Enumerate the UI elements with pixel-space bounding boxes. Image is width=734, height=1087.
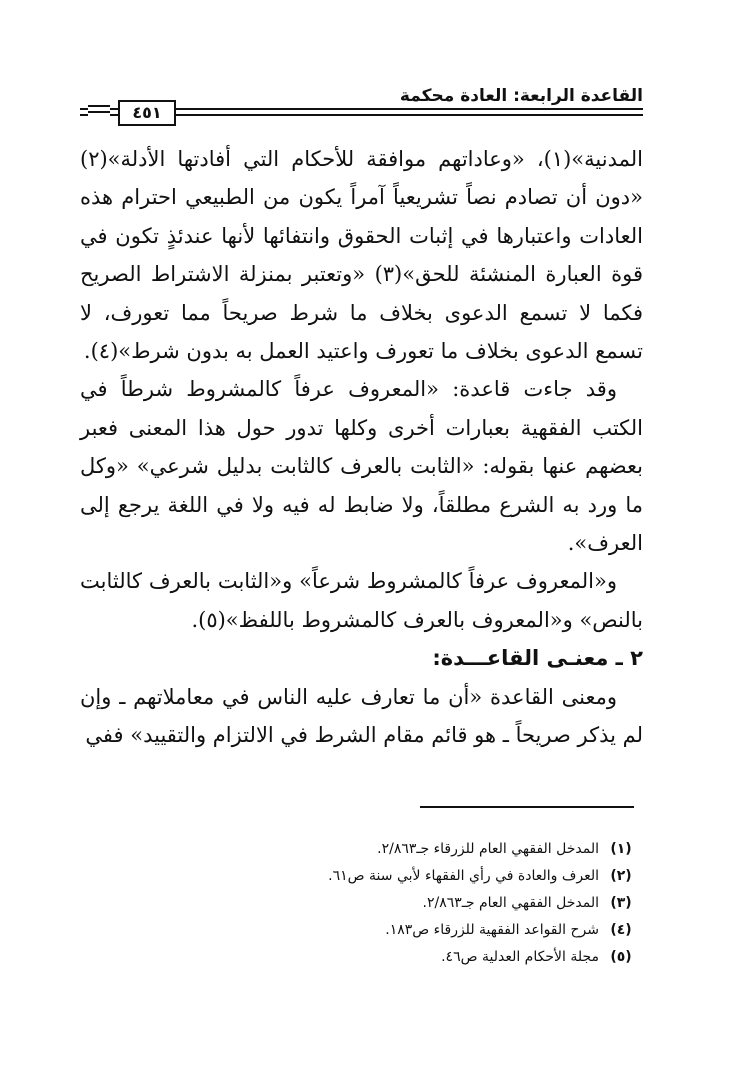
footnote [80, 944, 643, 971]
footnotes [80, 836, 643, 971]
footnote [80, 836, 643, 863]
page-header [80, 86, 643, 126]
footnote-text: المدخل الفقهي العام للزرقاء جـ٢/٨٦٣. [377, 841, 599, 857]
running-title: القاعدة الرابعة: العادة محكمة [399, 86, 643, 106]
footnote-text: مجلة الأحكام العدلية ص٤٦. [441, 949, 599, 965]
page-number: ٤٥١ [118, 100, 176, 126]
footnote-number: (٣) [610, 895, 632, 911]
footnote-number: (١) [610, 841, 632, 857]
footnote-number: (٤) [610, 922, 632, 938]
footnote-number: (٢) [610, 868, 632, 884]
footnote [80, 890, 643, 917]
footnote-text: شرح القواعد الفقهية للزرقاء ص١٨٣. [385, 922, 599, 938]
paragraph: ومعنى القاعدة «أن ما تعارف عليه الناس في معاملاتهم ـ وإن لم يذكر صريحاً ـ هو قائم مقام الشرط في الالتزام والتقييد» ففي [80, 684, 643, 748]
header-ornament [88, 102, 110, 116]
footnote [80, 863, 643, 890]
paragraph: المدنية»(١)، «وعاداتهم موافقة للأحكام التي أفادتها الأدلة»(٢) «دون أن تصادم نصاً تشريعياً آمراً يكون من الطبيعي احترام هذه العادات واعتبارها في إثبات الحقوق وانتفائها لأنها عندئذٍ تكون في قوة العبارة المنشئة للحق»(٣) «وتعتبر بمنزلة الاشتراط الصريح فكما لا تسمع الدعوى بخلاف ما شرط صريحاً مما تعورف، لا تسمع الدعوى بخلاف ما تعورف واعتيد العمل به بدون شرط»(٤). [80, 147, 643, 364]
section-heading: ٢ ـ معنـى القاعـــدة: [432, 646, 643, 671]
footnote [80, 917, 643, 944]
paragraph: وقد جاءت قاعدة: «المعروف عرفاً كالمشروط شرطاً في الكتب الفقهية بعبارات أخرى وكلها تدور حول هذا المعنى فعبر بعضهم عنها بقوله: «الثابت بالعرف كالثابت بدليل شرعي» «وكل ما ورد به الشرع مطلقاً، ولا ضابط له فيه ولا في اللغة يرجع إلى العرف». [80, 377, 643, 556]
main-text [80, 140, 643, 755]
paragraph: و«المعروف عرفاً كالمشروط شرعاً» و«الثابت بالعرف كالثابت بالنص» و«المعروف بالعرف كالمشروط باللفظ»(٥). [80, 569, 643, 632]
footnote-number: (٥) [610, 949, 632, 965]
footnote-text: العرف والعادة في رأي الفقهاء لأبي سنة ص٦١. [328, 868, 599, 884]
footnote-separator [420, 806, 634, 808]
footnote-text: المدخل الفقهي العام جـ٢/٨٦٣. [422, 895, 599, 911]
